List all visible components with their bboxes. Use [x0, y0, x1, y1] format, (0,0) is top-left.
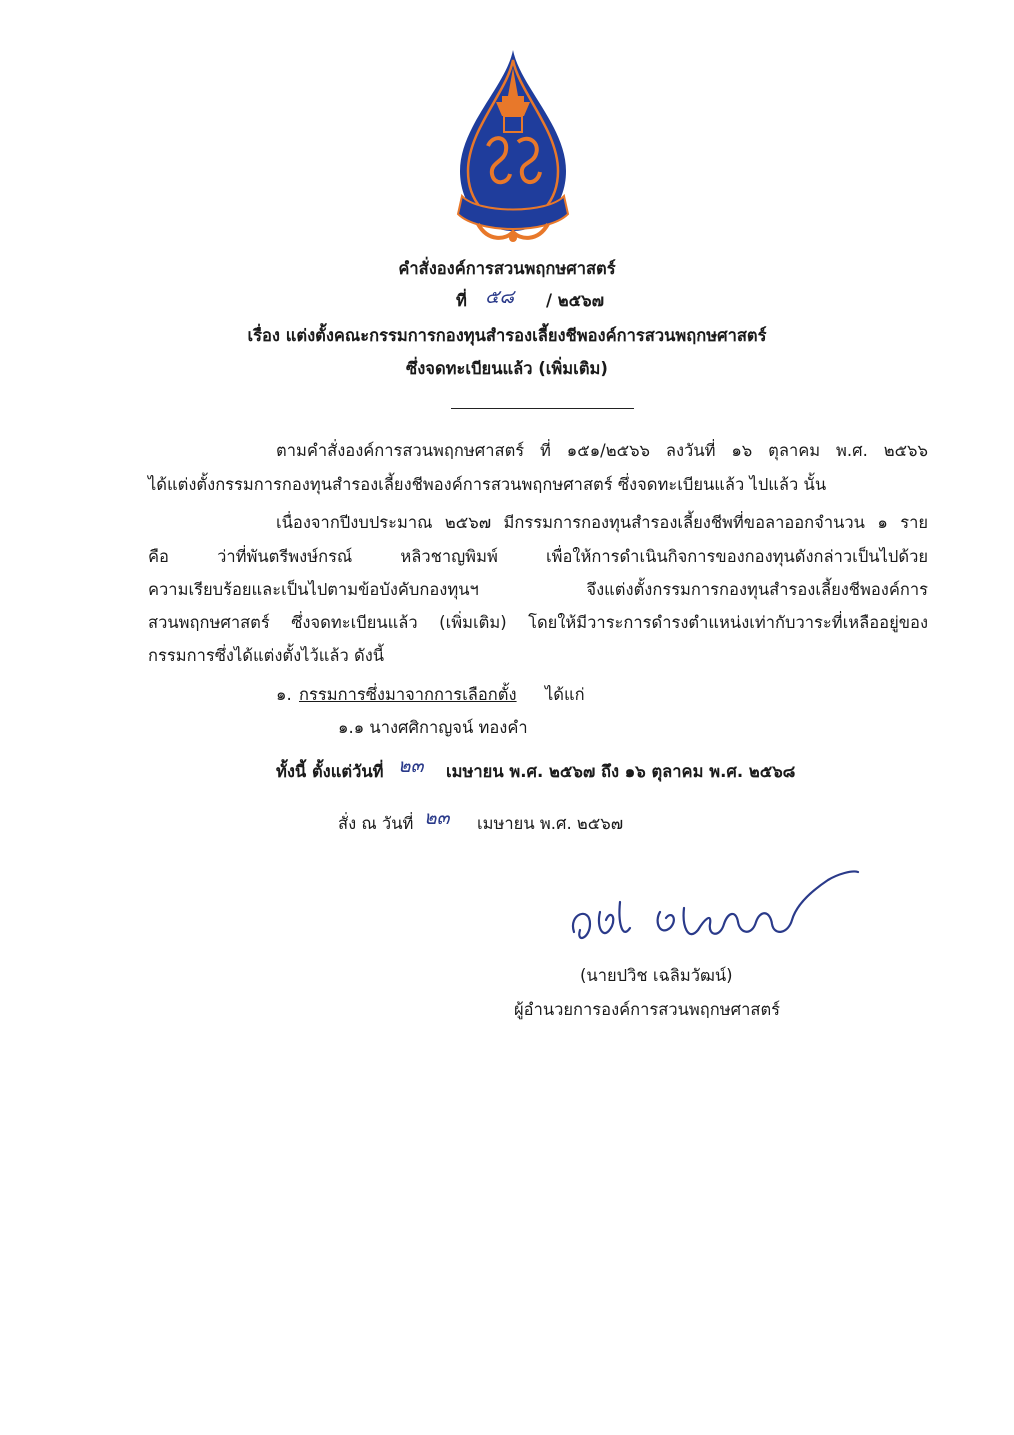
paragraph-1-line-2: ได้แต่งตั้งกรรมการกองทุนสำรองเลี้ยงชีพองค์การสวนพฤกษศาสตร์ ซึ่งจดทะเบียนแล้ว ไปแล้ว นั้น: [148, 475, 827, 494]
order-date-suffix: เมษายน พ.ศ. ๒๕๖๗: [477, 814, 624, 833]
item-1-suffix: ได้แก่: [545, 685, 585, 704]
signatory-position: ผู้อำนวยการองค์การสวนพฤกษศาสตร์: [514, 1000, 781, 1019]
effective-day-handwritten: ๒๓: [398, 755, 424, 777]
signatory-name: (นายปวิช เฉลิมวัฒน์): [580, 966, 733, 985]
paragraph-1-line-1: ตามคำสั่งองค์การสวนพฤกษศาสตร์ ที่ ๑๕๑/๒๕๖๖ ลงวันที่ ๑๖ ตุลาคม พ.ศ. ๒๕๖๖: [276, 441, 928, 460]
subject-line-1: เรื่อง แต่งตั้งคณะกรรมการกองทุนสำรองเลี้ยงชีพองค์การสวนพฤกษศาสตร์: [247, 326, 767, 345]
paragraph-2-line-1: เนื่องจากปีงบประมาณ ๒๕๖๗ มีกรรมการกองทุนสำรองเลี้ยงชีพที่ขอลาออกจำนวน ๑ ราย: [276, 513, 928, 532]
header-divider: [451, 408, 634, 409]
order-number-prefix: ที่: [456, 291, 467, 310]
order-number-handwritten: ๕๘: [485, 286, 515, 308]
paragraph-2-line-3: ความเรียบร้อยและเป็นไปตามข้อบังคับกองทุนฯ จึงแต่งตั้งกรรมการกองทุนสำรองเลี้ยงชีพองค์การ: [148, 580, 928, 599]
paragraph-2-line-5: กรรมการซึ่งได้แต่งตั้งไว้แล้ว ดังนี้: [148, 646, 385, 665]
paragraph-2-line-2: คือ ว่าที่พันตรีพงษ์กรณ์ หลิวชาญพิมพ์ เพื่อให้การดำเนินกิจการของกองทุนดังกล่าวเป็นไปด้วย: [148, 547, 928, 566]
order-day-handwritten: ๒๓: [424, 807, 450, 829]
item-1-1-member: ๑.๑ นางศศิกาญจน์ ทองคำ: [338, 718, 528, 737]
item-1-label: กรรมการซึ่งมาจากการเลือกตั้ง: [299, 685, 517, 704]
effective-date-suffix: เมษายน พ.ศ. ๒๕๖๗ ถึง ๑๖ ตุลาคม พ.ศ. ๒๕๖๘: [446, 762, 796, 781]
order-date-prefix: สั่ง ณ วันที่: [338, 814, 414, 833]
paragraph-2-line-4: สวนพฤกษศาสตร์ ซึ่งจดทะเบียนแล้ว (เพิ่มเติม) โดยให้มีวาระการดำรงตำแหน่งเท่ากับวาระที่เหลืออยู่ของ: [148, 613, 928, 632]
subject-line-2: ซึ่งจดทะเบียนแล้ว (เพิ่มเติม): [406, 359, 608, 378]
organization-seal-logo: [448, 46, 578, 246]
effective-date-prefix: ทั้งนี้ ตั้งแต่วันที่: [276, 762, 384, 781]
item-1-number: ๑.: [276, 685, 292, 704]
order-title: คำสั่งองค์การสวนพฤกษศาสตร์: [398, 259, 616, 278]
handwritten-signature: [560, 862, 870, 962]
order-number-suffix: / ๒๕๖๗: [546, 291, 605, 310]
